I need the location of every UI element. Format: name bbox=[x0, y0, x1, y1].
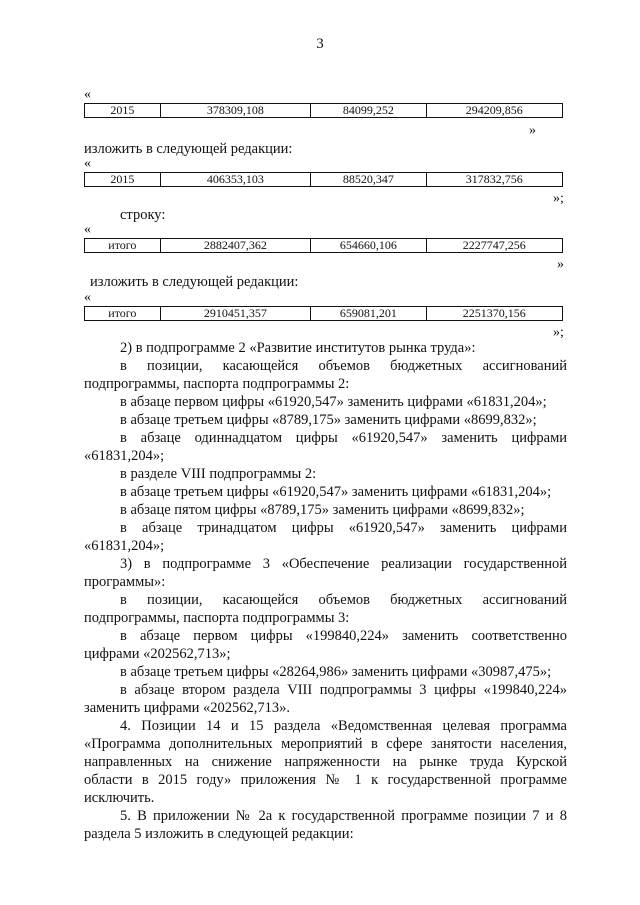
paragraph-line: в абзаце третьем цифры «28264,986» заменить цифрами «30987,475»; bbox=[120, 664, 552, 680]
quote-open: « bbox=[84, 87, 91, 102]
table-cell: 88520,347 bbox=[311, 173, 427, 186]
table-cell: 2882407,362 bbox=[161, 239, 311, 252]
table-cell: 654660,106 bbox=[311, 239, 427, 252]
page-number: 3 bbox=[316, 36, 324, 52]
paragraph-line: в абзаце первом цифры «199840,224» заменить соответственно bbox=[120, 628, 567, 644]
paragraph-line: в разделе VIII подпрограммы 2: bbox=[120, 466, 317, 482]
paragraph-line: в позиции, касающейся объемов бюджетных ассигнований bbox=[120, 358, 567, 374]
paragraph-line: области в 2015 году» приложения № 1 к государственной программе bbox=[84, 772, 567, 788]
table-row bbox=[84, 238, 563, 253]
table-row bbox=[84, 172, 563, 187]
table-cell: 294209,856 bbox=[465, 103, 523, 117]
table-row bbox=[84, 306, 563, 321]
paragraph-line: в абзаце втором раздела VIII подпрограммы 3 цифры «199840,224» bbox=[120, 682, 567, 698]
paragraph-line: в абзаце тринадцатом цифры «61920,547» заменить цифрами bbox=[120, 520, 567, 536]
table-cell: 2251370,156 bbox=[462, 306, 526, 320]
paragraph-line: строку: bbox=[120, 207, 166, 223]
table-cell: 406353,103 bbox=[161, 173, 311, 186]
table-cell: 2015 bbox=[85, 104, 161, 117]
quote-open: « bbox=[84, 290, 91, 305]
paragraph-line: «Программа дополнительных мероприятий в сфере занятости населения, bbox=[84, 736, 567, 752]
paragraph-line: исключить. bbox=[84, 790, 155, 806]
paragraph-line: 2) в подпрограмме 2 «Развитие институтов рынка труда»: bbox=[120, 340, 476, 356]
paragraph-line: в абзаце третьем цифры «8789,175» заменить цифрами «8699,832»; bbox=[120, 412, 537, 428]
quote-close: » bbox=[529, 123, 536, 138]
quote-close: » bbox=[557, 257, 564, 272]
paragraph-line: изложить в следующей редакции: bbox=[84, 141, 293, 157]
paragraph-line: 4. Позиции 14 и 15 раздела «Ведомственная целевая программа bbox=[120, 718, 567, 734]
paragraph-line: заменить цифрами «202562,713». bbox=[84, 700, 291, 716]
paragraph-line: в абзаце пятом цифры «8789,175» заменить цифрами «8699,832»; bbox=[120, 502, 525, 518]
paragraph-line: подпрограммы, паспорта подпрограммы 2: bbox=[84, 376, 350, 392]
paragraph-line: подпрограммы, паспорта подпрограммы 3: bbox=[84, 610, 350, 626]
paragraph-line: 3) в подпрограмме 3 «Обеспечение реализации государственной bbox=[120, 556, 567, 572]
paragraph-line: в абзаце третьем цифры «61920,547» заменить цифрами «61831,204»; bbox=[120, 484, 552, 500]
paragraph-line: цифрами «202562,713»; bbox=[84, 646, 231, 662]
table-cell: итого bbox=[85, 307, 161, 320]
quote-close: »; bbox=[553, 325, 564, 340]
quote-close: »; bbox=[553, 191, 564, 206]
table-row bbox=[84, 103, 563, 118]
paragraph-line: в абзаце первом цифры «61920,547» заменить цифрами «61831,204»; bbox=[120, 394, 547, 410]
quote-open: « bbox=[84, 156, 91, 171]
table-cell: 2910451,357 bbox=[161, 307, 311, 320]
paragraph-line: программы»: bbox=[84, 574, 166, 590]
paragraph-line: в абзаце одиннадцатом цифры «61920,547» заменить цифрами bbox=[120, 430, 567, 446]
table-cell: 84099,252 bbox=[311, 104, 427, 117]
table-cell: 317832,756 bbox=[465, 172, 523, 186]
table-cell: 2015 bbox=[85, 173, 161, 186]
paragraph-line: «61831,204»; bbox=[84, 448, 165, 464]
paragraph-line: раздела 5 изложить в следующей редакции: bbox=[84, 826, 354, 842]
paragraph-line: 5. В приложении № 2а к государственной программе позиции 7 и 8 bbox=[120, 808, 567, 824]
paragraph-line: изложить в следующей редакции: bbox=[90, 274, 299, 290]
paragraph-line: направленных на снижение напряженности на рынке труда Курской bbox=[84, 754, 567, 770]
table-cell: 659081,201 bbox=[311, 307, 427, 320]
paragraph-line: «61831,204»; bbox=[84, 538, 165, 554]
table-cell: 378309,108 bbox=[161, 104, 311, 117]
table-cell: итого bbox=[85, 239, 161, 252]
paragraph-line: в позиции, касающейся объемов бюджетных ассигнований bbox=[120, 592, 567, 608]
quote-open: « bbox=[84, 222, 91, 237]
table-cell: 2227747,256 bbox=[462, 238, 526, 252]
